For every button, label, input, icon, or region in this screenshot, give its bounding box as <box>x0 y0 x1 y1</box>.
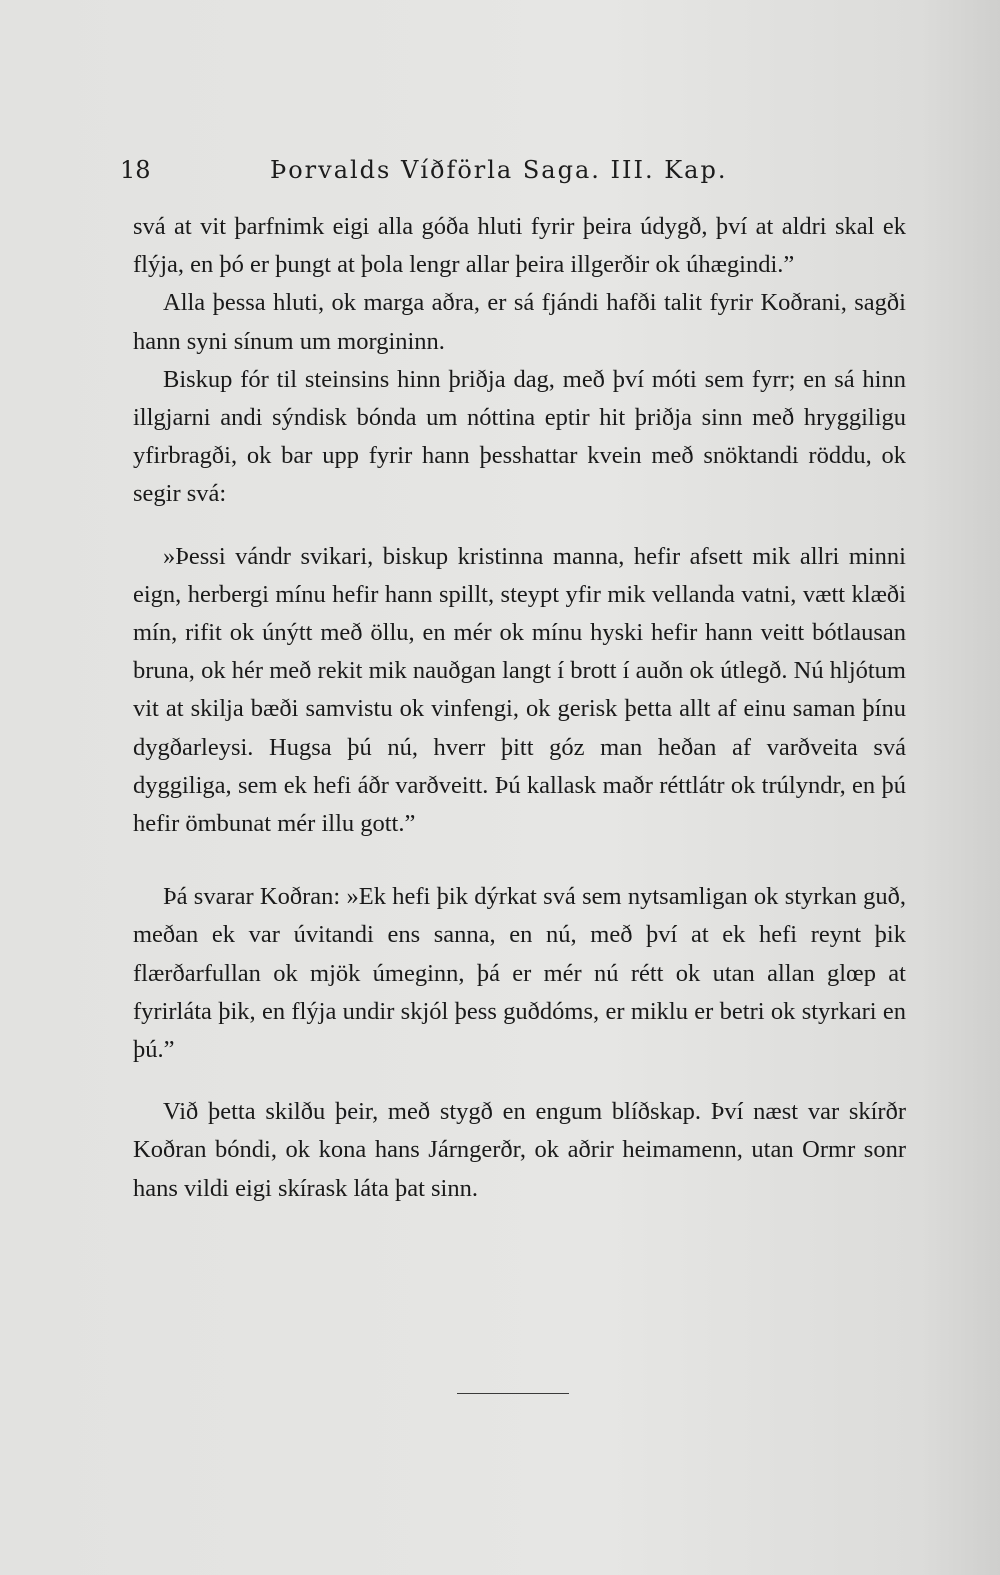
running-head: Þorvalds Víðförla Saga. III. Kap. <box>270 156 728 184</box>
section-divider-rule <box>457 1393 569 1394</box>
quoted-speech-paragraph: »Þessi vándr svikari, biskup kristinna manna, hefir afsett mik allri minni eign, herbergi mínu hefir hann spillt, steypt yfir mik vellanda vatni, vætt klæði mín, rifit ok únýtt með öllu, en mér ok mínu hyski hefir hann veitt bótlausan bruna, ok hér með rekit mik nauðgan langt í brott í auðn ok útlegð. Nú hljótum vit at skilja bæði samvistu ok vinfengi, ok gerisk þetta allt af einu saman þínu dygðarleysi. Hugsa þú nú, hverr þitt góz man heðan af varðveita svá dyggiliga, sem ek hefi áðr varðveitt. Þú kallask maðr réttlátr ok trúlyndr, en þú hefir ömbunat mér illu gott.” <box>133 542 906 838</box>
paragraph: svá at vit þarfnimk eigi alla góða hluti fyrir þeira údygð, því at aldri skal ek flýja, en þó er þungt at þola lengr allar þeira illgerðir ok úhægindi.” <box>133 213 906 279</box>
body-text <box>133 208 906 1208</box>
paragraph: Þá svarar Koðran: »Ek hefi þik dýrkat svá sem nytsamligan ok styrkan guð, meðan ek var úvitandi ens sanna, en nú, með því at ek hefi reynt þik flærðarfullan ok mjök úmeginn, þá er mér nú rétt ok utan allan glœp at fyrirláta þik, en flýja undir skjól þess guðdóms, er miklu er betri ok styrkari en þú.” <box>133 883 906 1064</box>
paragraph: Við þetta skilðu þeir, með stygð en engum blíðskap. Því næst var skírðr Koðran bóndi, ok kona hans Járngerðr, ok aðrir heimamenn, utan Ormr sonr hans vildi eigi skírask láta þat sinn. <box>133 1098 906 1202</box>
page-number: 18 <box>120 156 151 184</box>
paragraph: Biskup fór til steinsins hinn þriðja dag, með því móti sem fyrr; en sá hinn illgjarni andi sýndisk bónda um nóttina eptir hit þriðja sinn með hryggiligu yfirbragði, ok bar upp fyrir hann þesshattar kvein með snöktandi röddu, ok segir svá: <box>133 365 906 508</box>
paragraph: Alla þessa hluti, ok marga aðra, er sá fjándi hafði talit fyrir Koðrani, sagði hann syni sínum um morgininn. <box>133 289 906 355</box>
page-header <box>120 150 780 190</box>
